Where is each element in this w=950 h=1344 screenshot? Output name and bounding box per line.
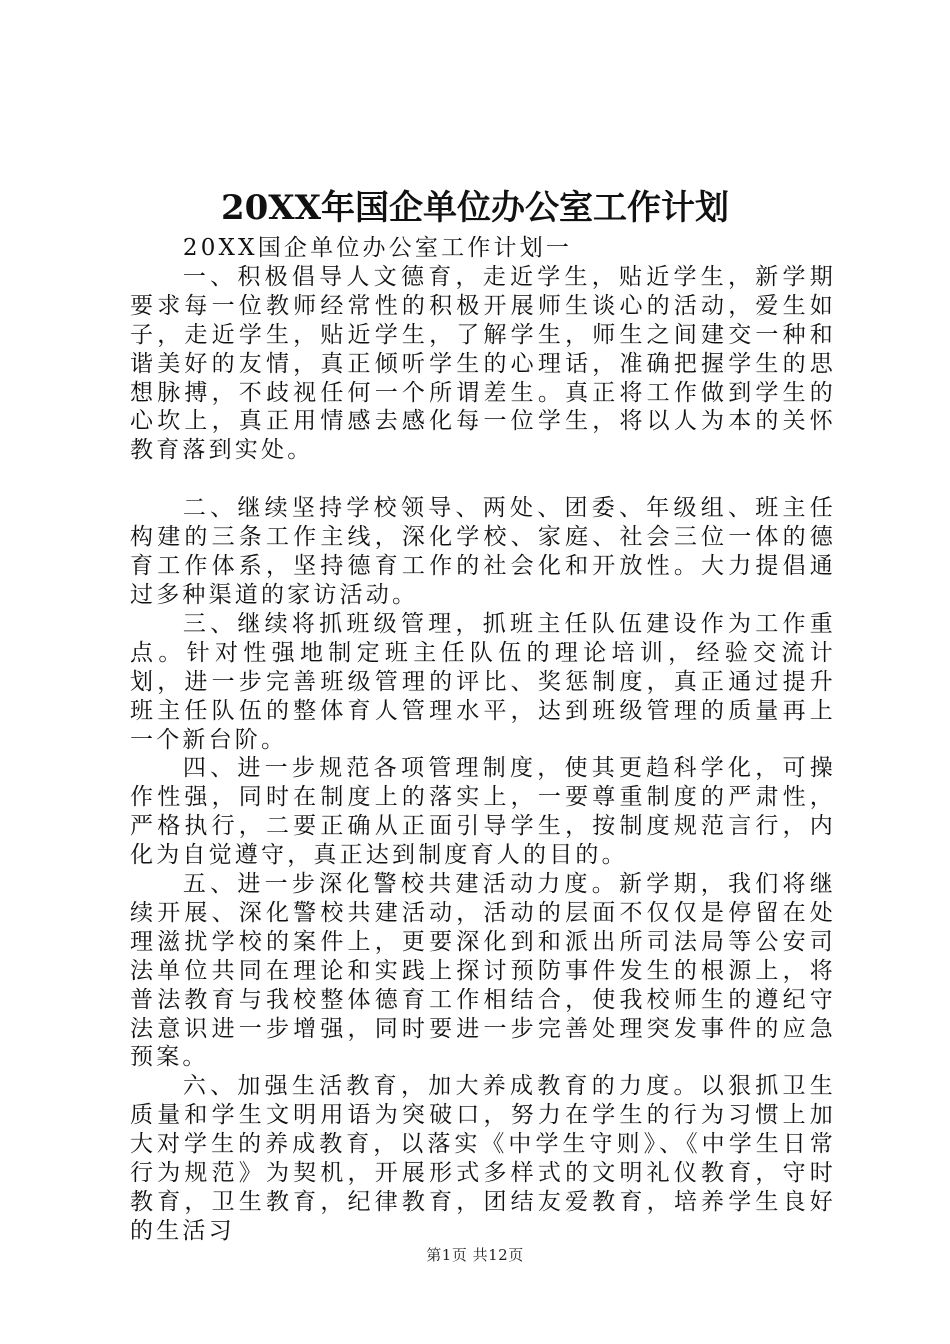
document-title: 20XX年国企单位办公室工作计划: [220, 188, 730, 228]
paragraph-6: 六、加强生活教育，加大养成教育的力度。以狠抓卫生质量和学生文明用语为突破口，努力在学生的行为习惯上加大对学生的养成教育，以落实《中学生守则》、《中学生日常行为规范》为契机，开展形式多样式的文明礼仪教育，守时教育，卫生教育，纪律教育，团结友爱教育，培养学生良好的生活习: [130, 1073, 836, 1244]
paragraph-5: 五、进一步深化警校共建活动力度。新学期，我们将继续开展、深化警校共建活动，活动的层面不仅仅是停留在处理滋扰学校的案件上，更要深化到和派出所司法局等公安司法单位共同在理论和实践上探讨预防事件发生的根源上，将普法教育与我校整体德育工作相结合，使我校师生的遵纪守法意识进一步增强，同时要进一步完善处理突发事件的应急预案。: [130, 871, 836, 1071]
document-subtitle: 20XX国企单位办公室工作计划一: [182, 235, 573, 261]
paragraph-2: 二、继续坚持学校领导、两处、团委、年级组、班主任构建的三条工作主线，深化学校、家庭、社会三位一体的德育工作体系，坚持德育工作的社会化和开放性。大力提倡通过多种渠道的家访活动。: [130, 495, 836, 608]
page-footer: 第1页 共12页: [426, 1246, 524, 1264]
paragraph-4: 四、进一步规范各项管理制度，使其更趋科学化，可操作性强，同时在制度上的落实上，一要尊重制度的严肃性，严格执行，二要正确从正面引导学生，按制度规范言行，内化为自觉遵守，真正达到制度育人的目的。: [130, 755, 836, 869]
paragraph-3: 三、继续将抓班级管理，抓班主任队伍建设作为工作重点。针对性强地制定班主任队伍的理论培训，经验交流计划，进一步完善班级管理的评比、奖惩制度，真正通过提升班主任队伍的整体育人管理水平，达到班级管理的质量再上一个新台阶。: [130, 610, 836, 753]
document-body: [130, 234, 836, 1246]
paragraph-1: 一、积极倡导人文德育，走近学生，贴近学生，新学期要求每一位教师经常性的积极开展师生谈心的活动，爱生如子，走近学生，贴近学生，了解学生，师生之间建交一种和谐美好的友情，真正倾听学生的心理话，准确把握学生的思想脉搏，不歧视任何一个所谓差生。真正将工作做到学生的心坎上，真正用情感去感化每一位学生，将以人为本的关怀教育落到实处。: [130, 263, 836, 464]
